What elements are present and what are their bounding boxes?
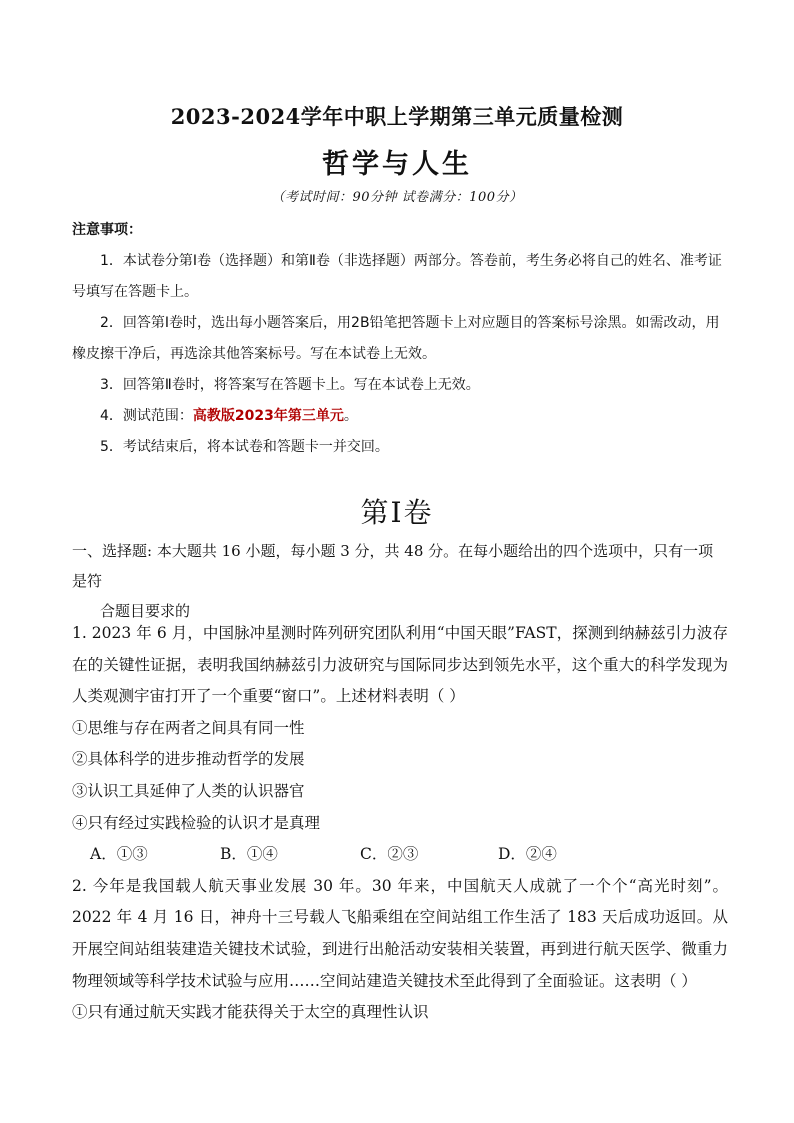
notice-item-prefix: 4．测试范围： — [100, 408, 193, 424]
notice-list — [72, 246, 722, 463]
question-1-option: ④只有经过实践检验的认识才是真理 — [72, 813, 321, 832]
notice-title: 注意事项： — [72, 222, 142, 238]
notice-item: 2．回答第Ⅰ卷时，选出每小题答案后，用2B铅笔把答题卡上对应题目的答案标号涂黑。如需改动，用橡皮擦干净后，再选涂其他答案标号。写在本试卷上无效。 — [72, 315, 720, 362]
section-instructions — [72, 536, 728, 626]
section-title: 第Ⅰ卷 — [360, 496, 434, 529]
instruction-line: 一、选择题: 本大题共 16 小题，每小题 3 分，共 48 分。在每小题给出的四个选项中，只有一项是符 — [72, 542, 714, 590]
choice-c: C．②③ — [360, 845, 419, 864]
notice-item — [72, 401, 722, 432]
question-1-option: ②具体科学的进步推动哲学的发展 — [72, 750, 305, 769]
instruction-line: 合题目要求的 — [100, 602, 191, 620]
question-1-option: ①思维与存在两者之间具有同一性 — [72, 718, 305, 737]
notice-item: 1．本试卷分第Ⅰ卷（选择题）和第Ⅱ卷（非选择题）两部分。答卷前，考生务必将自己的姓名、准考证号填写在答题卡上。 — [72, 253, 722, 300]
choice-d: D．②④ — [498, 845, 557, 864]
test-scope: 高教版2023年第三单元 — [192, 408, 344, 424]
question-1-option: ③认识工具延伸了人类的认识器官 — [72, 781, 305, 800]
choice-a: A．①③ — [90, 845, 148, 864]
subject-title: 哲学与人生 — [322, 149, 472, 180]
question-1-stem: 1. 2023 年 6 月，中国脉冲星测时阵列研究团队利用“中国天眼”FAST，探测到纳赫兹引力波存在的关键性证据，表明我国纳赫兹引力波研究与国际同步达到领先水平，这个重大的科学发现为人类观测宇宙打开了一个重要“窗口”。上述材料表明（ ） — [72, 624, 728, 706]
notice-item-suffix: 。 — [343, 408, 358, 424]
exam-info: （考试时间：90分钟 试卷满分：100分） — [271, 190, 523, 205]
question-1-choices — [72, 839, 728, 871]
notice-item: 5．考试结束后，将本试卷和答题卡一并交回。 — [100, 439, 389, 455]
question-2-stem: 2. 今年是我国载人航天事业发展 30 年。30 年来，中国航天人成就了一个个“高光时刻”。2022 年 4 月 16 日，神舟十三号载人飞船乘组在空间站组工作生活了 183 天后成功返回。从开展空间站组装建造关键技术试验，到进行出舱活动安装相关装置，再到进行航天医学、微重力物理领域等科学技术试验与应用……空间站建造关键技术至此得到了全面验证。这表明（ ） — [72, 876, 728, 990]
exam-title: 2023-2024学年中职上学期第三单元质量检测 — [170, 104, 624, 129]
choice-b: B．①④ — [220, 845, 278, 864]
question-2-option: ①只有通过航天实践才能获得关于太空的真理性认识 — [72, 1003, 429, 1022]
question-list — [72, 618, 728, 1029]
notice-item: 3．回答第Ⅱ卷时，将答案写在答题卡上。写在本试卷上无效。 — [100, 377, 480, 393]
